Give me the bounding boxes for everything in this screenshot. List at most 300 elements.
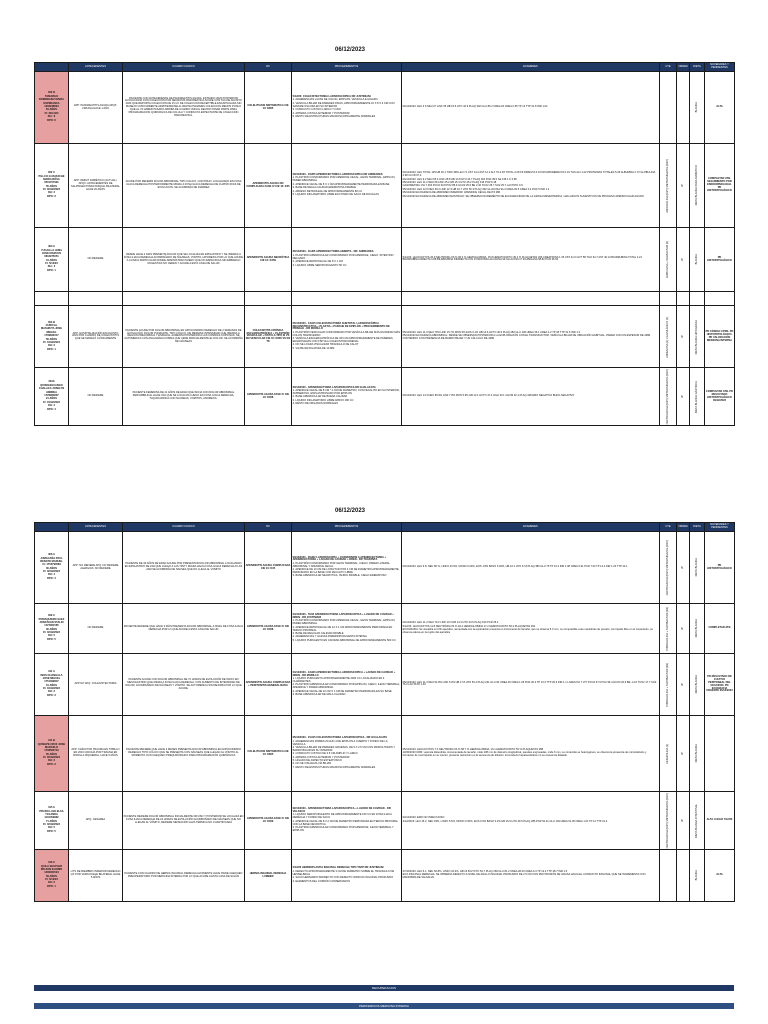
patient-line: 1726963807	[44, 393, 59, 397]
procedure-line: 3. ELEMENTOS DEL CORDÓN CONSERVADOS	[292, 879, 351, 883]
dieta-cell	[690, 144, 705, 228]
patient-line: 0604975051	[44, 255, 59, 259]
antecedents-cell: APP: NO REFIERE APQ: NO REFIERE ALERGIAS: NO REFIERE	[69, 532, 123, 604]
header-cell: ORDEN	[677, 63, 690, 72]
patient-row	[35, 716, 735, 792]
orden-text: JP	[680, 258, 684, 262]
procedure-line: 05/12/2023 - 15H15 COLECISTECTOMIA LAPAROSCOPICA - DR GUALACATA	[292, 736, 388, 740]
exam-line: 04/12/2023: LEU 11.2 NEU 79.2 LINF 10.3 HB 14.4 HTO 43.6 PLAQ 194 PCR 25.2	[402, 621, 499, 625]
procedure-line: 1. APENDICE CECAL DE 8 CM * 4 CM DE DIAMETRO, CON FECALITO EN SU INTERIOR, SUBSEROSO, ENPLASTRONADO POR EPIPLON	[292, 389, 400, 396]
patient-id-cell	[35, 306, 69, 368]
patient-line: ANDREA	[45, 390, 58, 394]
cte-text: CEFTRIAXONA (D4/7) METRONIDAZOL (D4/7)	[665, 539, 669, 596]
exam-line: 05/12/2023: LEU 11.2 NEU 68 LINF 25.2 HB 15.3 HTO 45.2 PLAQ 316 PCR 9.18	[402, 181, 497, 185]
patient-line: DPO: 3	[47, 762, 56, 766]
patient-line: QUISHPE CRUZ JOSE	[37, 742, 66, 746]
dieta-cell	[690, 72, 705, 144]
procedure-line: 5. RESTO DE ESTRUCTURAS MACROSCOPICAMENTE NORMALES	[292, 114, 376, 118]
patient-line: DH: 5	[48, 826, 55, 830]
procedure-line: 03/12/2023 - APENDICECTOMIA LAPAROSCOPICA DR GUALACATA	[292, 385, 376, 389]
exam-line: 05/12/2023: LEU 12.6 NEU 69.2 LINF 22.3 HB 16.7 HTO 50.3 PLAQ 302 GLUCOSA 94.4 UREA 30.5 CREA 0.4 PCR 5 INR 1.2	[402, 187, 550, 191]
orden-text: JP	[680, 566, 684, 570]
procedure-line: 5. VIA BILIAR DILATADA DE 10 MM	[292, 346, 335, 350]
header-cell: ORDEN	[677, 523, 690, 532]
header-cell: DIETA	[690, 523, 705, 532]
procedure-line: 2. VESÍCULA ESCLEROATRÓFICA DE 3X3 CM APROXIMADAMENTE DE PAREDES ENGROSADAS CON FÍSTULA COLECISTODUODENAL	[292, 337, 393, 343]
exams-cell	[402, 368, 660, 426]
clinical-cell: PACIENTE REFIERE QUE HACE 3 DÍAS PRESENTA DOLOR ABDOMINAL A NIVEL DE FOSA ILIACA DERECHA POR LO QUE ACUDE A ESTA CASA DE SALUD	[123, 604, 245, 654]
exam-line: 02/12/2023: EMO NO INFECCIOSO	[402, 816, 445, 820]
patient-line: FI: 02/12/2023	[43, 570, 60, 574]
diagnosis-cell: COLECISTITIS CRÓNICA ESCLEROATRÓFICA + PLASTRÓN VESICULAR + FÍSTULA TIPO III VS NO VESICULAR CIE 10: K800 VS DX TS	[245, 306, 292, 368]
procedures-cell	[292, 228, 402, 292]
procedure-line: 3. APENDICE CECAL DE 10 CM X 1 CM DE DIAMETRO PERFORADA EN SU BASE	[292, 689, 392, 693]
patient-line: TAMARGO	[44, 94, 59, 98]
header-cell: EXAMENES	[402, 523, 660, 532]
diagnosis-cell: COLELITIASIS SINTOMATICA CIE 10: K805	[245, 716, 292, 792]
orden-text: JP	[680, 395, 684, 399]
orden-text: JP	[680, 335, 684, 339]
procedures-cell	[292, 604, 402, 654]
orden-cell	[677, 306, 690, 368]
patient-line: YOLANDA	[45, 812, 58, 816]
patient-line: 55 AÑOS	[45, 752, 57, 756]
procedure-line: 4. ARTERIA CISTICA ANTERIOR Y POSTERIOR	[292, 111, 350, 115]
dieta-text: DIETA BLANDA HIPOGRASA	[694, 319, 698, 355]
patient-line: 30 AÑOS	[45, 627, 57, 631]
patient-line: 306 A	[48, 553, 55, 557]
procedures-cell	[292, 792, 402, 850]
patient-line: DH: 5	[48, 634, 55, 638]
clinical-cell: PACIENTE FEMENINA DE 21 AÑOS DE EDAD QUE INICIA CON DOLOR ABDOMINAL PERIUMBILICAL HACE 24H QUE SE LOCALIZA LUEGO EN FOSA ILIACA DERECHA, TAQUICARDICA CON NAUSEAS, VOMITOS, ANOREXIA.	[123, 368, 245, 426]
procedures-cell	[292, 850, 402, 902]
cte-text: CEFTRIAXONA (D4/7) METRONIDAZOL (D4/7)	[665, 792, 669, 849]
patient-line: DH: 2	[48, 344, 55, 348]
exams-cell	[402, 532, 660, 604]
diagnosis-cell: APENDICITIS AGUDA FASE IV CIE 10: K358	[245, 604, 292, 654]
patient-line: 302 B	[48, 91, 55, 95]
patient-line: FI: 04/12/2023	[43, 687, 60, 691]
exam-line: 06/12/2023 ECOGRAFIA DE ABDOMEN MASTRIGO: SE OBSERVA INCREMENTO DE ECOGENICIDAD DE LA GRASA MESENTERICA, HALLAZGOS SUGESTIVOS DE PROCESO APENDICULAR AGUDO	[402, 194, 644, 198]
orden-cell	[677, 654, 690, 716]
dieta-text: DIETA BLANDA INTENTINAL	[694, 803, 698, 838]
procedure-line: 4. NO SE LOGRA VISUALIZAR TRIANGULO DE CALOT	[292, 343, 359, 347]
cte-text: CEFAZOLINA (1)	[665, 743, 669, 764]
patient-table-1	[34, 62, 734, 426]
antecedents-cell: NO REFIERE	[69, 368, 123, 426]
orden-cell	[677, 850, 690, 902]
dieta-cell	[690, 604, 705, 654]
patient-line: FI: 04/12/2023	[43, 400, 60, 404]
exam-line: 03/12/2023: LEU TOTAL 125 HB 20.1 TIRO 399 LEU 71 UST 14.2 AST 12.2 ALT 79.4 K6 TOTAL 0.28 K6 DIRECTA 0.16 INSUMODERECTA 0.19 TGS ALC 142 PROTEINAS TOTALES 5.46 ALBUMINA 2.73 GLOBULINA 2.98 CLOR 97.2	[402, 171, 656, 178]
patient-line: FI: 02/12/2023	[43, 631, 60, 635]
notes-cell: COMPLETAR ATB. PD RESULTADO HISTOPATOLÓGICO 09/12/2023	[705, 368, 735, 426]
page-date-top: 06/12/2023	[334, 47, 366, 53]
patient-line: RENATO MANUEL	[40, 559, 63, 563]
procedure-line: 2. VESICULA BILIAR DE PAREDES FINAS, APROXIMADAMENTE 10 X 8 X 6 CM CON SANGRE OSCURA EN SU INTERIOR	[292, 101, 395, 108]
orden-cell	[677, 368, 690, 426]
dieta-cell	[690, 306, 705, 368]
patient-row	[35, 532, 735, 604]
exams-cell	[402, 306, 660, 368]
procedure-line: 5/12/23: COLECISTECTOMIA LAPAROSCOPICA DR JUSTINIANI	[292, 95, 371, 99]
exam-line: 05/12/2023 ECOGRAFÍA ABDOMINAL: DESDE SE OBSERVAN POSTERIOR A LA EXPLORACIÓN CON EL TRANSDUCTOR, VESÍCULA BILIAR DE UBICACIÓN HABITUAL, PARED CON UN ESPESOR DE 4MM, CONTENIDO CON PRESENCIA DE BARRO BILIAR Y UN CÁLCULO DE 4MM	[402, 334, 651, 341]
patient-id-cell	[35, 792, 69, 850]
clinical-cell: PACIENTE DE 30 AÑOS DE EDAD ACUDE POR PRESENTAR DOLOR ABDOMINAL LOCALIZADO EN EPIGASTRIO DE 24H QUE LUEGO A LAS 7PM Y MIGRA HACIA FOSA ILIACA DERECHA 8 LAS 2AM SE ACOMPAÑA DE NAUSEA QUE NO LLEGA AL VOMITO	[123, 532, 245, 604]
dieta-cell	[690, 850, 705, 902]
patient-line: MARCELO	[44, 745, 59, 749]
notes-cell: ALTA	[705, 850, 735, 902]
exam-line: 03/12/2023: LEU 14.3 NEU 86.9% LINF 7.8% MON 5.9% HB 12.1 HCTO 37.4 HGH 33.1 CHCM 32.1 PLAQ 348 EMO NEGATIVO BHCG NEGATIVO	[402, 393, 575, 397]
header-cell: DX	[245, 523, 292, 532]
procedures-cell	[292, 144, 402, 228]
antecedents-cell: APQ: CESAREA	[69, 792, 123, 850]
patient-line: DH: 4	[48, 573, 55, 577]
procedure-line: 05/12/2023 - 13H15 COLECISTECTOMÍA SUBTOTAL LAPAROSCÓPICA RECONSTRUCTIVA + PLASTIA + PARCHE DE EPIPLÓN + PROCEDIMIENTO DE PRINGLE - DR MORILLO	[292, 321, 390, 331]
clinical-cell: DESDE HACE 2 DIAS PRESENTA DOLOR QUE SE LOCALIZA EN EPIGASTRIO Y SE IRRADIA A FOSA ILIACA DERECHA ACOMPAÑADO DE NAUSEAS, VOMITO, HIPOREXIA POR LO QUE ACUDE A CLINICA PARTICULAR DONDE ADMINISTRAN SUERO QUE NO ESPECIFICA SIN EMBARGO MOLESTIAS NO CEDEN Y ACUDE A ESTA CASA DE SALUD	[123, 228, 245, 292]
patient-line: 1101459962	[44, 816, 59, 820]
cte-cell	[660, 72, 677, 144]
procedure-line: 03/12/2023 - 16H55 APENDICECTOMIA LAPAROSCOPICA DR ANDRADES	[292, 173, 383, 177]
orden-cell	[677, 144, 690, 228]
procedure-line: 1. ADHERENCIAS LAXAS DE COLON, EPIPLON, VESICULA E HIGADO.	[292, 98, 379, 102]
clinical-cell: PACIENTE CON ANTECEDENTE DE PANCREATITIS AGUDA. ESTANDO 2023 POSTERIOR EVOLUCIONA CON COLECCION POR NECROSIS PANCREATICA ACUDE CON TAC DE AGOSTO 2023 QUE REPORTA COLECCION DE 15 CC DE COLECCION RECEPTIBLE ENCAPSULADA SIN MANEJO CONCURRENTE ADMITIENDOSE AL REVISA PANAMES COLECCION MENOS PONLO QUE AL YA HABER PASADO ARRIBA DE CUADRO INICIAL DECIDO PASAR PARTE PARA PROGRAMACION QUIRURGICA DE COLULA Y CONDUCTA EXPECTANTE DE COLECCION PANCREATICA.	[123, 72, 245, 144]
procedures-cell	[292, 654, 402, 716]
header-cell	[35, 63, 69, 72]
exam-line: 05/12/2023: LEU 11.6 NEU 79% LINF 15.7% MON 5% EOS 0.1% HB 14.6 HCTO 40.9 PLAQ 282 GLU 106 UREA 36.1 CREA 1.2 TP 18 TTP 31.6 INR 1.3	[402, 331, 580, 335]
patient-line: 304A	[48, 380, 55, 384]
notes-cell: ALTA LUEGO 7/12/23	[705, 792, 735, 850]
dieta-text: BLANDA	[694, 102, 698, 113]
patient-row	[35, 368, 735, 426]
dieta-cell	[690, 792, 705, 850]
procedure-line: 1. PLASTRON APENDICULAR CONFORMADO POR APENDICE, CIEGO, INTESTINO DELGADO	[292, 253, 394, 260]
patient-table-2	[34, 522, 734, 902]
patient-row	[35, 654, 735, 716]
patient-line: 1727961565	[44, 624, 59, 628]
patient-line: MIGUEL	[46, 330, 57, 334]
orden-cell	[677, 604, 690, 654]
procedure-line: 3. LIQUIDO LIBRE SEROPURULENTO 50 CC	[292, 263, 347, 267]
exams-cell	[402, 850, 660, 902]
orden-text: JP	[680, 627, 684, 631]
dieta-cell	[690, 532, 705, 604]
header-row	[35, 523, 735, 532]
patient-row	[35, 228, 735, 292]
patient-line: 1002238894	[44, 104, 59, 108]
dieta-cell	[690, 368, 705, 426]
exam-line: 5/12/23: LEUCOCITOS 11.8 NEUTRÓFILOS % 94.2 HEMOGLOBINA 17.2 HEMATOCRITO 50.4 PLAQUETAS 302	[402, 624, 536, 628]
peripheral-bar: PERIFERICOS MEDICINA INTERNA	[34, 1003, 734, 1009]
patient-line: 303 B	[48, 320, 55, 324]
patient-line: 311 B	[48, 739, 55, 743]
procedure-line: 2. BASE APENDICULAR DE BUENA CALIDAD	[292, 395, 348, 399]
exam-line: 27/10/2023: LEU 6.1, NEU 60.8%, LINFO 32.3%, HB 16 B HTCTO 54.7 PLAQ 269 GLU 81.2 UREA 28.20 CREA 0.4 TP 12.4 TTP 28.7 INR 1.0	[402, 869, 568, 873]
patient-line: DPO: 4	[47, 407, 56, 411]
patient-line: JOSE MARCOS	[41, 251, 62, 255]
orden-cell	[677, 532, 690, 604]
clinical-cell: PACIENTE CON CUADRO DE HERNIA INGUINAL DERECHA ALTAMENTE HACE TIENE CHEQUEO PREOPERATORIO POR MEDICINA INTERNA POR LO QUE ACUDE A ESTA CASA DE SALUD	[123, 850, 245, 902]
patient-line: FI: 02/12/2023	[43, 188, 60, 192]
antecedents-cell: LITS DE MIEMBRO INFERIOR DERECHO QX POR VARICOCELE BILATERAL HACE 5 AÑOS	[69, 850, 123, 902]
header-cell: ANTECEDENTES	[69, 523, 123, 532]
notes-cell: PD RESULTADO DE CULTIVO PERITONEAL DEL 04/12/2023. PD ECOGRAFIA URGENTE 05/12/2023	[705, 654, 735, 716]
patient-line: DPO: 1	[47, 268, 56, 272]
patient-row	[35, 72, 735, 144]
cte-text: AMIKACINA (1) CLAVULÁNICO (1)	[665, 316, 669, 358]
orden-text: JP	[680, 184, 684, 188]
procedure-line: 4. ARTERIA CISTICA ANTERIOR Y POSTERIOR	[292, 755, 350, 759]
patient-line: POMAQUIERO SAEZ	[38, 617, 65, 621]
procedure-line: 5. HÍGADO DE ASPECTO ESTEATÓSICO	[292, 758, 342, 762]
patient-row	[35, 604, 735, 654]
patient-line: DPO: 3	[47, 693, 56, 697]
patient-line: WILSON ELIOMR	[40, 867, 63, 871]
patient-line: 1709832217	[44, 334, 59, 338]
patient-row	[35, 792, 735, 850]
procedure-line: 7. RESTO DE ESTRUCTURAS MACROSCOPICAMENTE NORMALES	[292, 765, 376, 769]
procedure-line: 03/12/2023 - 05H02 LAPAROSCOPIA + CONVERSION A APENDICECTOMIA + APENDICECTOMIA + LAVADO DE CAVIDAD + DREN - DR TOAPANTA	[292, 555, 386, 562]
notes-cell: COMPLETAR ATB	[705, 604, 735, 654]
procedure-line: 1. PLASTRÓN CONFORMADO POR APENDICE CECAL, ILEON TERMINAL, EPIPLON, PARED ABDOMINAL	[292, 619, 396, 626]
cte-cell	[660, 532, 677, 604]
procedures-cell	[292, 368, 402, 426]
procedures-cell	[292, 306, 402, 368]
clinical-cell: ACUDE POR REFERIR DOLOR ABDOMINAL TIPO COLICO, CONTINUO, LOCALIZADO EN FOSA ILIACA DERECHA POSTERIORMENTE MIGRA A FOSA ILIACA DERECHA DE CUATRO DIAS DE EVOLUCION, SE ACOMPAÑA DE DIARREA	[123, 144, 245, 228]
orden-cell	[677, 72, 690, 144]
procedure-line: 5/12/23 HERNIOPLASTIA INGUINAL DERECHA TIPO TAPP DR JUSTINIANI	[292, 866, 384, 870]
notes-cell: PD HISTOPATOLÓGICO	[705, 228, 735, 292]
procedure-line: 3. BASE DE REGULAR CALIDAD FRIABLE	[292, 632, 344, 636]
antecedents-cell: APP NO APQ: COLECISTECTOMIA	[69, 654, 123, 716]
procedure-line: 4. ADHERENCIAS Y GLEVAS PAREDIOPURULENTA INTENSA	[292, 635, 367, 639]
orden-text: JP	[680, 752, 684, 756]
patient-line: QUINCHIGUANGO	[40, 383, 63, 387]
exams-cell	[402, 792, 660, 850]
patient-line: DH: 3	[48, 759, 55, 763]
patient-line: DPO: 6	[47, 118, 56, 122]
cte-cell	[660, 144, 677, 228]
exams-cell	[402, 654, 660, 716]
header-cell: ANTECEDENTES	[69, 63, 123, 72]
header-cell: CUADRO CLINICO	[123, 523, 245, 532]
patient-id-cell	[35, 72, 69, 144]
patient-line: 71 AÑOS	[45, 819, 57, 823]
patient-line: ESPERANZA	[43, 101, 60, 105]
diagnosis-cell: APENDICITIS AGUDA NO COMPLICADA FASE IV CIE 10: K35	[245, 144, 292, 228]
exam-line: 13/06/2023 CRM: vesícula distendida, incrementada de tamaño, mide 108 mm de diámetro longitudinal, paredes engrosadas, mide 6 mm, su contenido es heterogéneo, se observa la presencia de microcálculos y formación de nivel líquido en su interior, presenta restricción en la secuencia de difusión. El conducto hepatocolédoco no se encuentra dilatado	[402, 751, 647, 758]
patient-line: 309 C	[48, 614, 55, 618]
header-cell	[35, 523, 69, 532]
patient-line: 21 AÑOS	[45, 397, 57, 401]
procedure-line: 3. CONDUCTO CISTICO DE 0.5 CM AMPLIO Y LARGO	[292, 752, 358, 756]
patient-line: DH: 3	[48, 191, 55, 195]
patient-line: FI: 03/12/2023	[43, 756, 60, 760]
patient-id-cell	[35, 604, 69, 654]
exams-cell	[402, 72, 660, 144]
spacer-row	[35, 292, 735, 306]
notes-cell: PD HISTOPATOLÓGICO	[705, 532, 735, 604]
recovery-bar: RECUPERACION	[34, 985, 734, 991]
dieta-text: DIETA BLANDA PARA DIABETICO	[694, 165, 698, 206]
cte-text: AMPICILINA + SULBACTAM (2)	[665, 241, 669, 279]
patient-line: FI: 02/12/2023	[43, 823, 60, 827]
procedure-line: 1. DEFECTO APROXIMADAMENTE 3 CM DE DIÁMETRO SOBRE EL TRIANGULO DE HESSELBACH	[292, 869, 395, 876]
dieta-cell	[690, 716, 705, 792]
exams-cell	[402, 604, 660, 654]
dieta-text: BLANDA	[694, 870, 698, 881]
header-cell: CTE	[660, 523, 677, 532]
orden-cell	[677, 792, 690, 850]
exam-line: 5/12/23: LEUCOCITOS 26.9 NEUTROFILOS % 95.3 % HEMOGLOBINA, 15.8 HEMATOCRITO 45.2 % PLAQUETAS 336 CREATININA 1.35 UST 21.6 GOT 58 TGO 64.7 AST 40.13 BILIRRUBINA TOTAL 2.21 BILIRRUBINA DIRECTA 0.88 BILIRRUBINA INDIRECTA 0.81 FOSFATASA ALCALINA 99 GLUCOSA 17.93 AMILASA 58.82 PCR 36.62	[402, 255, 642, 262]
patient-line: DH : 2	[47, 265, 56, 269]
patient-line: YUCAILLA LEMA	[40, 248, 63, 252]
patient-line: 56 AÑOS	[45, 337, 57, 341]
exams-cell	[402, 144, 660, 228]
procedure-line: 04/12/2023 - 12H20 APENDICECTOMIA LAPAROSCOPICA + LAVADO DE CAVIDAD + DREN - DR MORILLO	[292, 670, 396, 677]
orden-text: JP	[680, 819, 684, 823]
procedure-line: 5. LIQUIDO INFLAMATORIO LIBRE EN FONDO DE SACO DE DOUGLAS	[292, 192, 379, 196]
procedure-line: 5. LIQUIDO PURULENTO EN CAVIDAD ABDOMINAL DE APROXIMADAMENTE 500 CC	[292, 638, 396, 642]
orden-cell	[677, 228, 690, 292]
patient-row	[35, 850, 735, 902]
patient-id-cell	[35, 368, 69, 426]
orden-text: JP	[680, 683, 684, 687]
clinical-cell: PACIENTE ACUDE CON DOLOR ABDOMINAL DE 72 HORAS DE EVOLUCIÓN DE INICIO EN MESOGASTRIO QUE MIGRA A FOSA ILIACA DERECHA, CON AUMENTO DE INTENSIDAD DE DOLOR, ACOMPAÑADO DE NÁUSEAS Y VÓMITO. SE AUTOMEDICA SIN MEJORÍA POR LO QUE ACUDE.	[123, 654, 245, 716]
antecedents-cell: NO REFIERE	[69, 228, 123, 292]
cte-cell	[660, 306, 677, 368]
cte-cell	[660, 368, 677, 426]
dieta-text: DIETA BLANDA	[694, 744, 698, 763]
cte-cell	[660, 792, 677, 850]
dieta-text: DIETA BLANDA	[694, 619, 698, 638]
dieta-text: BLANDA	[694, 254, 698, 265]
patient-line: CHALACA JOSELYN	[38, 387, 65, 391]
exams-cell	[402, 716, 660, 792]
cte-text: PIPERACILINA + TAZOBACTAM (D4)	[665, 606, 669, 651]
patient-line: 31 AÑOS	[45, 683, 57, 687]
patient-line: DPO: 5	[47, 637, 56, 641]
patient-line: QUILA SHUPLER	[40, 864, 63, 868]
dieta-cell	[690, 654, 705, 716]
exam-line: 05/12/2023: LEUCOCITOS 7.0 NEUTROFILOS % 58.7 % HEMOGLOBINA, 16.1 HEMATOCRITO 53 % PLAQUETAS 288	[402, 747, 544, 751]
patient-line: 303 A	[48, 245, 55, 249]
exam-line: 4/12/2023: LEU 15.2, NEU 93%, LINFO 5.6%, MONO 0.60%, EOS 0.0% BASO 0.2% HB 16.9 HTO 49.5 PLAQ 286 PCR 52.41 GLU 149 UREA 51.36 CREA 1.01 TP 12 TTP 31.4	[402, 819, 608, 823]
header-cell: DX	[245, 63, 292, 72]
patient-id-cell	[35, 228, 69, 292]
procedure-line: 3. LIQUIDO INFLAMATORIO LIBRE APROX 180 CC	[292, 398, 354, 402]
cte-cell	[660, 228, 677, 292]
patient-line: CI: 1753793583	[42, 563, 61, 567]
patient-line: 30 AÑOS	[45, 566, 57, 570]
dieta-cell	[690, 228, 705, 292]
exam-line: 04/12/2023: LEU 9.2 NEU 65.3 LINF 28.8 HB 14.8 HTO 44.7 PLAQ 304 PCR 39.5 Na 135.1 K 3.98	[402, 177, 517, 181]
dieta-text: DIETA BLANDA	[694, 558, 698, 577]
patient-line: DOMINGUEZ MARIA	[38, 98, 65, 102]
procedure-line: 2. APENDICE RETROCECAL DE 12 X 1 CM APROXIMADAMENTE PERFORADA EN TERCIO PROXIMAL	[292, 625, 393, 632]
patient-line: 55 AÑOS	[45, 184, 57, 188]
patient-line: DPO: 3	[47, 194, 56, 198]
cte-cell	[660, 850, 677, 902]
header-cell: PROCEDIMIENTOS	[292, 523, 402, 532]
patient-line: PILLCO GUAQUICHE	[38, 174, 65, 178]
exam-line: 04/12/2023: LEU 3.6 NEU 27 LINF 35 HB 15.5 HTO 44.9 PLAQ 302 GLU 86.2 UREA 26 CREA 0.65 TP 12 TTP 31.8 INR 1.02	[402, 104, 548, 108]
patient-line: 315 A	[48, 806, 55, 810]
orden-cell	[677, 716, 690, 792]
patient-line: JONATHAN STALIN	[39, 620, 64, 624]
patient-line: MASHIUTA JOSE	[40, 327, 63, 331]
patient-line: JOSE MIGUEL	[42, 676, 61, 680]
cte-text: CEFTRIAXONA (D4/7) METRONIDAZOL (D4/7)	[665, 368, 669, 425]
patient-line: DH: 3	[48, 690, 55, 694]
patient-row	[35, 306, 735, 368]
procedure-line: 3. BASE APENDICULAR NECROTICA, TEJIDO FRIABLE, CIEGO EDEMATOSO	[292, 574, 387, 578]
patient-line: 1751399847	[44, 680, 59, 684]
patient-line: INOS GUANGALA	[40, 673, 63, 677]
procedure-line: 2. VESICULA BILIAR DE PAREDES GRUESAS, DE 5 X 2.5 CM CON MICROLITIASIS Y BARRO BILIAR EN SU INTERIOR	[292, 745, 396, 752]
clinical-cell: PACIENTE REFIERE QUE HACE 4 MESES PRESENTA DOLOR ABDOMINAL EN HIPOCONDRIO DERECHO TIPO CÓLICO QUE SE PRESENTA CON NÁUSEAS QUE LLEGAN AL VÓMITO AL MOMENTO CON CHEQUEO PREQUIRÚRGICO PARA PROGRAMACIÓN QUIRÚRGICA	[123, 716, 245, 792]
header-row	[35, 63, 735, 72]
patient-line: FI: 5/12/23	[45, 262, 58, 266]
diagnosis-cell: APENDICITIS AGUDA FASE IV CIE 10: K358	[245, 368, 292, 426]
procedure-line: 4. ABCESO RETROILEAL DE APROXIMADAMENTE 80 CC	[292, 189, 363, 193]
procedure-line: 4. RESTO DE ORGANOS NORMALES	[292, 402, 338, 406]
cte-text: PIPERACILINA + TAZOBACTAM (D3)	[665, 662, 669, 707]
patient-line: DPO: 4	[47, 576, 56, 580]
patient-id-cell	[35, 144, 69, 228]
antecedents-cell: NO REFIERE	[69, 604, 123, 654]
exam-line: ECOGRAFIA: Se visualiza en FID apendice, aumentada con la exploración presenta un incremento de tamaño, que se observa 5.3 mm, no compresible a las maniobras de presión, con liquido libre en el mesenterio, se observa edema en la región del apéndice	[402, 627, 653, 634]
procedures-cell	[292, 716, 402, 792]
procedure-line: 1. LIQUIDO PURULENTO APROXIMADAMENTE 2000 CC LOCALIZADO EN 4 CUADRANTES	[292, 677, 385, 684]
antecedents-cell: APP: DEBUT DIABÉTICO (ACTUAL). APQX: ANTECEDENTES DE SALPINGECTOMIA PARCIAL BILATERAL HACE 20 AÑOS	[69, 144, 123, 228]
procedure-line: 2. SACO HERNIARIO INDIRECTO CON DEFECTO ORIFICIO INGUINAL PROFUNDO	[292, 876, 394, 880]
procedure-line: 2. APENDICE RETROCECAL DE 8 X 1 CM	[292, 260, 343, 264]
procedure-line: 2. APENDICE CECAL DE 8 X 1 CM APROXIMADAMENTE PERFORADA EN BASE	[292, 182, 390, 186]
patient-id-cell	[35, 716, 69, 792]
procedure-line: 05/12/2023 - 11H05 APENDICECTOMIA ABIERTA - DR. ANDRADES	[292, 250, 374, 254]
patient-line: JUMACAÑA PAUL	[40, 556, 63, 560]
patient-row	[35, 144, 735, 228]
patient-line: DPO: 1	[47, 884, 56, 888]
antecedents-cell: APP: HOSPITALIZACIÓN EN AGOSTO 2023 POR CUADRO DE COLECISTITIS QUE SE MANEJÓ CLÍNICAMENTE	[69, 306, 123, 368]
notes-cell: COMPLETAR ATB. SEGUIMIENTO POR ENDOCRINOLOGIA. PD HISTOPATOLÓGICO	[705, 144, 735, 228]
exams-cell	[402, 228, 660, 292]
patient-line: 311 A	[48, 670, 55, 674]
antecedents-cell: APP: PANCREATITIS AGUDA APQX: CIRUGIA HACE 1 AÑO	[69, 72, 123, 144]
procedure-line: 3. BASE DE REALA CALIDAD EDEMATOSA FRIABLE	[292, 186, 356, 190]
diagnosis-cell: APENDICITIS AGUDA NECRÓTICA CIE 10: K359	[245, 228, 292, 292]
exam-line: ECO INGUINAL DERECHA: SE OBSERVA DEFECTO A NIVEL DE ANILLO INGUINAL PROFUNDO DE 2.5 CM CON PROTRUSIÓN DE GRASA HACIA EL CONDUCTO INGUINAL QUE SE INCREMENTA CON MANIOBRA DE VALSALVA	[402, 873, 646, 880]
clinical-cell: PACIENTE ACUDE POR DOLOR ABDOMINAL EN HIPOCONDRIO DERECHO DE 2 SEMANAS DE EVOLUCIÓN, DOLOR PUNZANTE, TIPO CÓLICO, DE MEDIANA INTENSIDAD QUE IRRADIA A REGIÓN PRECORDIAL Y ESPALDA. AUMENTA POSTERIOR A LAS COMIDAS COPIOSAS, SE AUTOMEDICA CON ANALGÉSICA MISMA QUE CEDE PARCIALMENTE EL DOLOR. SE ACOMPAÑA DE NÁUSEAS	[123, 306, 245, 368]
patient-line: 1708563719	[44, 749, 59, 753]
cte-cell	[660, 654, 677, 716]
antecedents-cell: APP: CAÍDA POR TRAUMA EN TOBILLO EN 2010 CIRUGÍA POR TRAUMA EN RODILLA IZQUIERDA, HACE 5 AÑOS	[69, 716, 123, 792]
diagnosis-cell: APENDICITIS AGUDA COMPLICADA + PERITONITIS GENERALIZADA	[245, 654, 292, 716]
notes-cell: ALTA	[705, 72, 735, 144]
dieta-text: DIETA BLANDA GÁSTRICA	[694, 380, 698, 413]
procedure-line: 2. APENDICE CECAL DE 8 X 2 CM DE DIAMETRO PERFORADA EN TERCIO PROXIMAL CON LA BASE NECROTICA	[292, 819, 398, 826]
procedure-line: 2. PLASTRON APENDICULAR CONFORMADO POR EPIPLON, CIEGO, ILEON TERMINAL, APENDICE Y PARED ABDOMINAL	[292, 683, 401, 690]
exam-line: 05/12/2023: LEU 11.3 NEU 91.8% LINF 5.0% HB 17.8 HTO 53.4 PLAQ 241 GLU 90 UREA 26 CREA 1.05 PCR 26.4 TP 13.3 TTP 29.3 INR 1.1 LASES PH 7.377 PCO2 37.6 PO2 96.4 HCO3 20.9 BE -4.10 TCO2 17.7 SO2 76.2 LACTATO 1.40	[402, 680, 657, 687]
header-cell: EXAMENES	[402, 63, 660, 72]
diagnosis-cell: APENDICITIS AGUDA COMPLICADA CIE 10: K35	[245, 532, 292, 604]
patient-line: DH : 6	[47, 115, 56, 119]
exam-line: 03/12/2023: LEU 9.8, NEU 80 %, LINFO 23.9%, MONO 6.20%, EOS 1.8% BASO 0.40%, HB 16.1 HTO 47.8 PLAQ 380 GLU 75 TP 13.4 INR 1.08 CREA 0.91 PCR 7.64 TP 14.4 INR 1.20 TTP 42.1	[402, 564, 628, 568]
cte-cell	[660, 604, 677, 654]
procedure-line: 6. NO SE VISUALIZA VÍA BILIAR	[292, 762, 332, 766]
notes-cell: PD CÓDIGO CPRE. PD HISTOPATOLÓGICO. PD VALORACIÓN MEDICINA INTERNA	[705, 306, 735, 368]
